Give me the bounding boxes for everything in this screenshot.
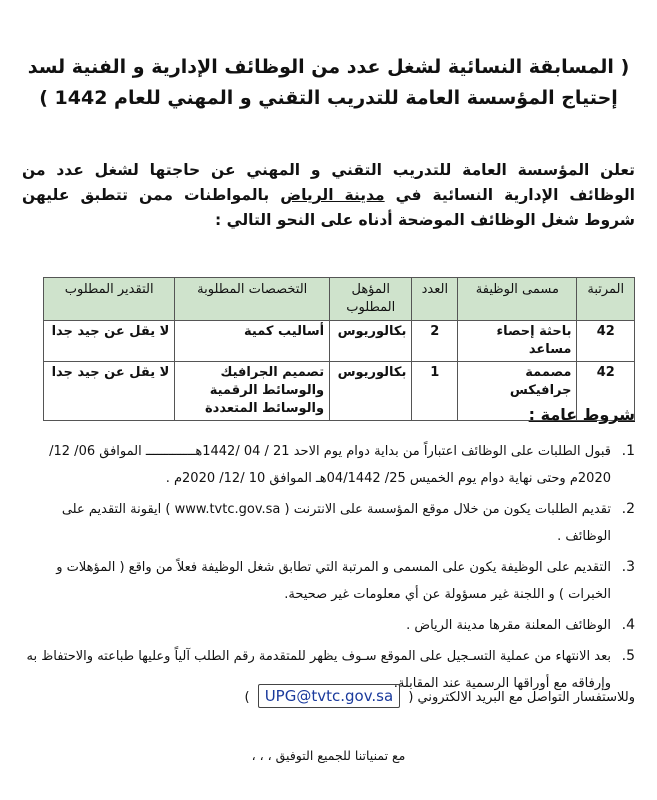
contact-line: [22, 684, 635, 709]
item-number: 2.: [621, 501, 635, 517]
cell-specialization: أساليب كمية: [175, 321, 330, 362]
cell-grade: لا يقل عن جيد جدا: [44, 362, 175, 421]
cell-title: باحثة إحصاء مساعد: [458, 321, 577, 362]
item-number: 5.: [621, 648, 635, 664]
header-qualification: المؤهل المطلوب: [330, 278, 412, 321]
item-text: الوظائف المعلنة مقرها مدينة الرياض .: [406, 618, 611, 633]
conditions-list: [22, 438, 635, 701]
cell-specialization: تصميم الجرافيك والوسائط الرقمية والوسائط المتعددة: [175, 362, 330, 421]
closing-line: مع تمنياتنا للجميع التوفيق ، ، ،: [251, 748, 406, 763]
header-grade: التقدير المطلوب: [44, 278, 175, 321]
table-row: [44, 321, 635, 362]
item-number: 4.: [621, 617, 635, 633]
cell-qualification: بكالوريوس: [330, 362, 412, 421]
header-specialization: التخصصات المطلوبة: [175, 278, 330, 321]
intro-text-1: تعلن المؤسسة العامة للتدريب التقني و المهني عن حاجتها لشغل عدد من الوظائف الإدارية النسائية في: [22, 161, 635, 204]
cell-count: 1: [412, 362, 458, 421]
header-title: مسمى الوظيفة: [458, 278, 577, 321]
cell-count: 2: [412, 321, 458, 362]
list-item: [22, 554, 635, 608]
contact-email[interactable]: UPG@tvtc.gov.sa: [258, 684, 401, 708]
cell-rank: 42: [577, 321, 635, 362]
cell-qualification: بكالوريوس: [330, 321, 412, 362]
header-rank: المرتبة: [577, 278, 635, 321]
intro-city: مدينة الرياض: [280, 186, 385, 204]
item-number: 3.: [621, 559, 635, 575]
list-item: [22, 496, 635, 550]
header-count: العدد: [412, 278, 458, 321]
list-item: [22, 438, 635, 492]
contact-text: وللاستفسار التواصل مع البريد الالكتروني (: [408, 690, 635, 705]
intro-text-2: بالمواطنات ممن تتطبق عليهن شروط شغل الوظائف الموضحة أدناه على النحو التالي :: [22, 186, 635, 229]
page-title: ( المسابقة النسائية لشغل عدد من الوظائف الإدارية و الفنية لسد إحتياج المؤسسة العامة للتدريب التقني و المهني للعام 1442 ): [27, 56, 630, 109]
cell-title: مصممة جرافيكس: [458, 362, 577, 421]
intro-paragraph: [22, 158, 635, 233]
item-text: تقديم الطلبات يكون من خلال موقع المؤسسة على الانترنت ( www.tvtc.gov.sa ) ايقونة التقديم على الوظائف .: [61, 502, 611, 544]
cell-grade: لا يقل عن جيد جدا: [44, 321, 175, 362]
conditions-heading: شروط عامة :: [528, 405, 635, 424]
item-text: بعد الانتهاء من عملية التسـجيل على الموقع سـوف يظهر للمتقدمة رقم الطلب آلياً وعليها طباعته والاحتفاظ به وإرفاقه مع أوراقها الرسمية عند المقابلة.: [26, 649, 611, 691]
item-text: التقديم على الوظيفة يكون على المسمى و المرتبة التي تطابق شغل الوظيفة فعلاً من واقع ( المؤهلات و الخبرات ) و اللجنة غير مسؤولة عن أي معلومات غير صحيحة.: [56, 560, 611, 602]
item-text: قبول الطلبات على الوظائف اعتباراً من بداية دوام يوم الاحد 21 / 04 /1442هـــــــــــــ الموافق 06/ 12/ 2020م وحتى نهاية دوام يوم الخميس 25/ 04/1442هـ الموافق 10 /12/ 2020م .: [49, 444, 611, 486]
table-header-row: [44, 278, 635, 321]
jobs-table: [43, 277, 635, 421]
cell-rank: 42: [577, 362, 635, 421]
list-item: [22, 612, 635, 639]
contact-close: ): [244, 690, 250, 705]
item-number: 1.: [621, 443, 635, 459]
